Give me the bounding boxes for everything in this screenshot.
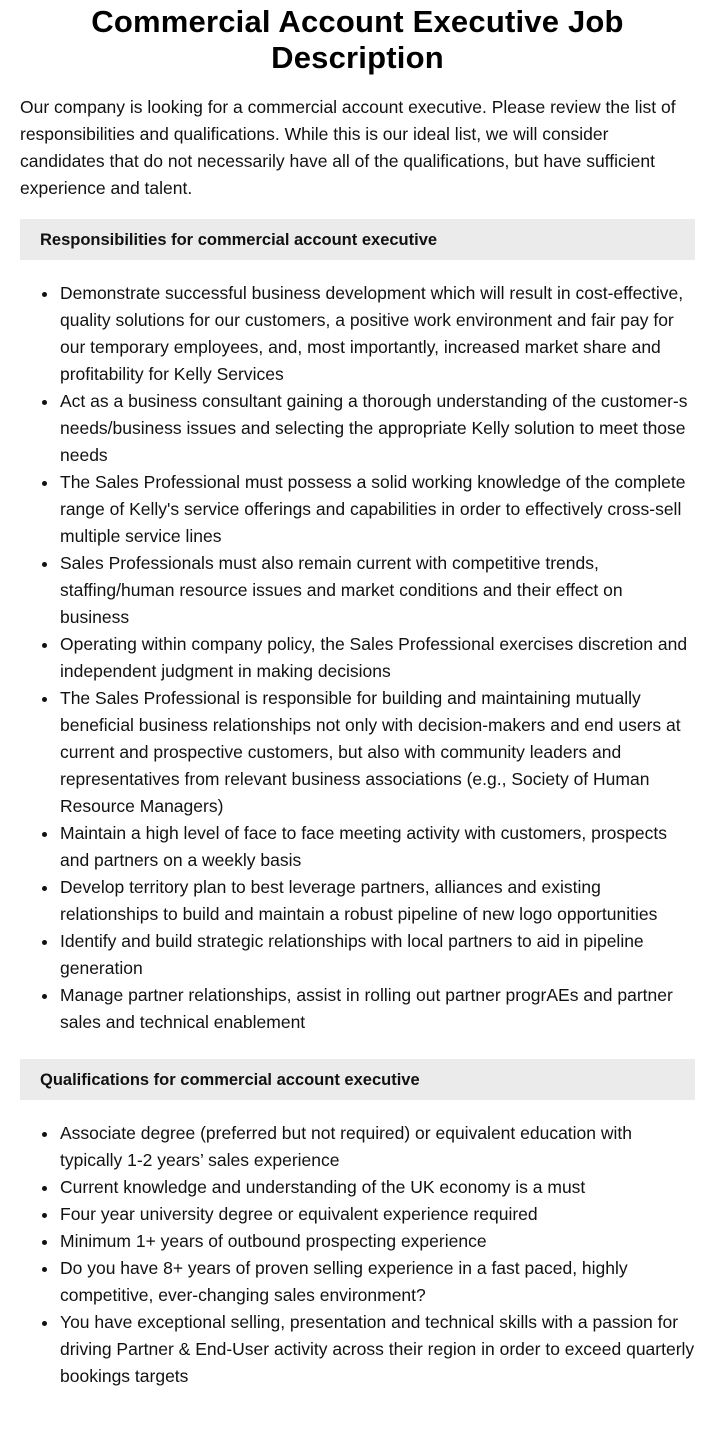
list-item [60, 820, 695, 874]
list-item-text: Associate degree (preferred but not required) or equivalent education with typically 1-2 years’ sales experience [60, 1123, 633, 1170]
list-item [60, 550, 695, 631]
bullet-icon [42, 481, 47, 486]
bullet-icon [42, 1186, 47, 1191]
bullet-icon [42, 1321, 47, 1326]
responsibilities-section [20, 219, 695, 1036]
list-item-text: Develop territory plan to best leverage partners, alliances and existing relationships to build and maintain a robust pipeline of new logo opportunities [60, 877, 658, 924]
responsibilities-list [20, 280, 695, 1036]
list-item [60, 388, 695, 469]
responsibilities-header [20, 219, 695, 260]
list-item [60, 874, 695, 928]
list-item-text: Demonstrate successful business development which will result in cost-effective, quality solutions for our customers, a positive work environment and fair pay for our temporary employees, and, most importantly, increased market share and profitability for Kelly Services [60, 283, 684, 384]
section-spacer [20, 1036, 695, 1042]
qualifications-heading: Qualifications for commercial account executive [40, 1070, 420, 1089]
list-item-text: Manage partner relationships, assist in rolling out partner progrAEs and partner sales and technical enablement [60, 985, 673, 1032]
list-item-text: Identify and build strategic relationships with local partners to aid in pipeline generation [60, 931, 644, 978]
list-item-text: Minimum 1+ years of outbound prospecting experience [60, 1231, 487, 1251]
list-item-text: You have exceptional selling, presentation and technical skills with a passion for driving Partner & End-User activity across their region in order to exceed quarterly bookings targets [60, 1312, 695, 1386]
list-item [60, 280, 695, 388]
list-item-text: The Sales Professional must possess a solid working knowledge of the complete range of Kelly's service offerings and capabilities in order to effectively cross-sell multiple service lines [60, 472, 686, 546]
list-item [60, 685, 695, 820]
list-item-text: The Sales Professional is responsible for building and maintaining mutually beneficial business relationships not only with decision-makers and end users at current and prospective customers, but also with community leaders and representatives from relevant business associations (e.g., Society of Human Resource Managers) [60, 688, 681, 816]
bullet-icon [42, 994, 47, 999]
qualifications-section [20, 1059, 695, 1390]
qualifications-list [20, 1120, 695, 1390]
list-item [60, 1201, 695, 1228]
bullet-icon [42, 643, 47, 648]
responsibilities-heading: Responsibilities for commercial account executive [40, 230, 438, 249]
list-item [60, 631, 695, 685]
bullet-icon [42, 562, 47, 567]
bullet-icon [42, 1240, 47, 1245]
list-item-text: Maintain a high level of face to face meeting activity with customers, prospects and partners on a weekly basis [60, 823, 667, 870]
bullet-icon [42, 940, 47, 945]
qualifications-header [20, 1059, 695, 1100]
bullet-icon [42, 1267, 47, 1272]
list-item-text: Operating within company policy, the Sales Professional exercises discretion and independent judgment in making decisions [60, 634, 688, 681]
intro-paragraph: Our company is looking for a commercial account executive. Please review the list of responsibilities and qualifications. While this is our ideal list, we will consider candidates that do not necessarily have all of the qualifications, but have sufficient experience and talent. [20, 97, 676, 198]
list-item [60, 1309, 695, 1390]
list-item [60, 1120, 695, 1174]
bullet-icon [42, 697, 47, 702]
list-item-text: Do you have 8+ years of proven selling experience in a fast paced, highly competitive, ever-changing sales environment? [60, 1258, 628, 1305]
list-item-text: Sales Professionals must also remain current with competitive trends, staffing/human resource issues and market conditions and their effect on business [60, 553, 623, 627]
bullet-icon [42, 400, 47, 405]
bullet-icon [42, 1132, 47, 1137]
list-item [60, 1255, 695, 1309]
bullet-icon [42, 832, 47, 837]
list-item [60, 982, 695, 1036]
list-item [60, 1174, 695, 1201]
list-item [60, 1228, 695, 1255]
list-item [60, 469, 695, 550]
list-item [60, 928, 695, 982]
list-item-text: Current knowledge and understanding of the UK economy is a must [60, 1177, 586, 1197]
list-item-text: Four year university degree or equivalent experience required [60, 1204, 538, 1224]
list-item-text: Act as a business consultant gaining a thorough understanding of the customer-s needs/business issues and selecting the appropriate Kelly solution to meet those needs [60, 391, 688, 465]
page-title: Commercial Account Executive Job Description [91, 4, 624, 75]
bullet-icon [42, 886, 47, 891]
bullet-icon [42, 292, 47, 297]
bullet-icon [42, 1213, 47, 1218]
